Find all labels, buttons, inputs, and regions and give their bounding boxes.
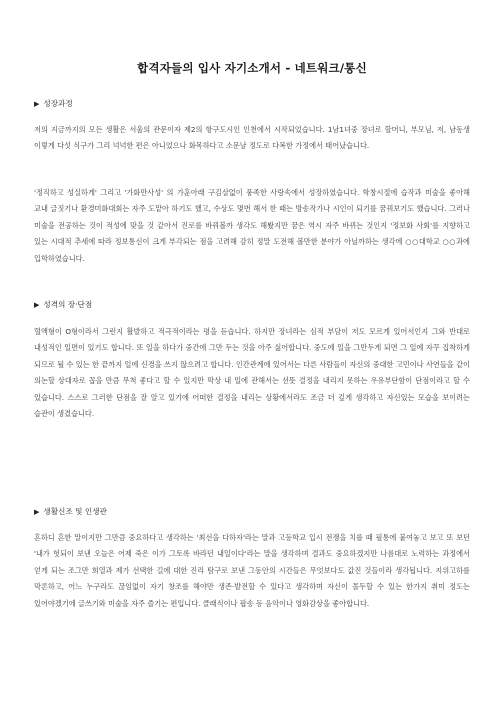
section-heading-life-motto: [34, 506, 107, 517]
triangle-bullet-icon: ▶: [34, 301, 40, 309]
triangle-bullet-icon: ▶: [34, 100, 40, 108]
document-title: 합격자들의 입사 자기소개서 - 네트워크/통신: [137, 61, 367, 75]
section-heading-label: 성장과정: [43, 99, 73, 108]
paragraph: 흔하디 흔한 말이지만 그만큼 중요하다고 생각하는 '최선을 다하자'라는 말과 고등학교 입시 전쟁을 치를 때 필통에 붙여놓고 보고 또 보던 '내가 헛되이 보낸 오늘은 어제 죽은 이가 그토록 바라던 내일이다'라는 말을 생각하며 결과도 중요하겠지만 나름대로 노력하는 과정에서 얻게 되는 조그만 희열과 제가 선택한 길에 대한 진리 탐구로 보낸 그동안의 시간들은 무엇보다도 값진 것들이라 생각됩니다. 지위고하를 막론하고, 어느 누구라도 끊임없이 자기 창조를 해야만 생존·발전할 수 있다고 생각하며 자신이 몰두할 수 있는 한가지 취미 정도는 있어야겠기에 글쓰기와 미술을 자주 즐기는 편입니다. 클래식이나 팝송 등 음악이나 영화감상을 좋아합니다.: [34, 533, 470, 608]
section-heading-growth: [34, 98, 73, 109]
paragraph: '정직하고 성실하게' 그리고 '가화만사성' 의 가훈아래 구김살없이 풍족한 사랑속에서 성장하였습니다. 학창시절에 습작과 미술을 좋아해 교내 글짓기나 환경미화대회는 자주 도맡아 하기도 했고, 수상도 몇번 해서 한 때는 방송작가나 시인이 되기를 꿈꿔보기도 했습니다. 그러나 미술을 전공하는 것이 적성에 맞을 것 같아서 진로를 바꿔볼까 생각도 해봤지만 꿈은 역시 자주 바뀌는 것인지 '정보화 사회'를 지향하고 있는 시대적 추세에 따라 정보통신이 크게 부각되는 점을 고려해 감히 정말 도전해 볼만한 분야가 아닐까하는 생각에 ○○대학교 ○○과에 입학하였습니다.: [34, 188, 470, 263]
paragraph: 혈액형이 O형이라서 그런지 활발하고 적극적이라는 평을 듣습니다. 하지만 장녀라는 심적 부담이 저도 모르게 있어서인지 그와 반대로 내성적인 일면이 있기도 합니다. 또 일을 하다가 중간에 그만 두는 것을 아주 싫어합니다. 중도에 일을 그만두게 되면 그 일에 자꾸 집착하게 되므로 될 수 있는 한 끝까지 일에 신경을 쓰지 않으려고 합니다. 인간관계에 있어서는 다른 사람들이 자신의 중대한 고민이나 사연들을 같이 의논할 상대자로 꼽을 만큼 무척 좋다고 할 수 있지만 막상 내 일에 관해서는 선뜻 결정을 내리지 못하는 우유부단함이 단점이라고 할 수 있습니다. 스스로 그러한 단점을 잘 알고 있기에 어떠한 결정을 내리는 상황에서라도 조금 더 깊게 생각하고 자신있는 모습을 보이려는 습관이 생겼습니다.: [34, 327, 470, 419]
section-heading-personality: [34, 299, 92, 310]
section-heading-label: 성격의 장·단점: [43, 300, 93, 309]
paragraph: 저의 지금까지의 모든 생활은 서울의 관문이자 제2의 항구도시인 인천에서 시작되었습니다. 1남1녀중 장녀로 할머니, 부모님, 저, 남동생 이렇게 다섯 식구가 그리 넉넉한 편은 아니었으나 화목하다고 소문날 정도로 다복한 가정에서 태어났습니다.: [34, 125, 470, 151]
section-heading-label: 생활신조 및 인생관: [43, 507, 107, 516]
triangle-bullet-icon: ▶: [34, 508, 40, 516]
